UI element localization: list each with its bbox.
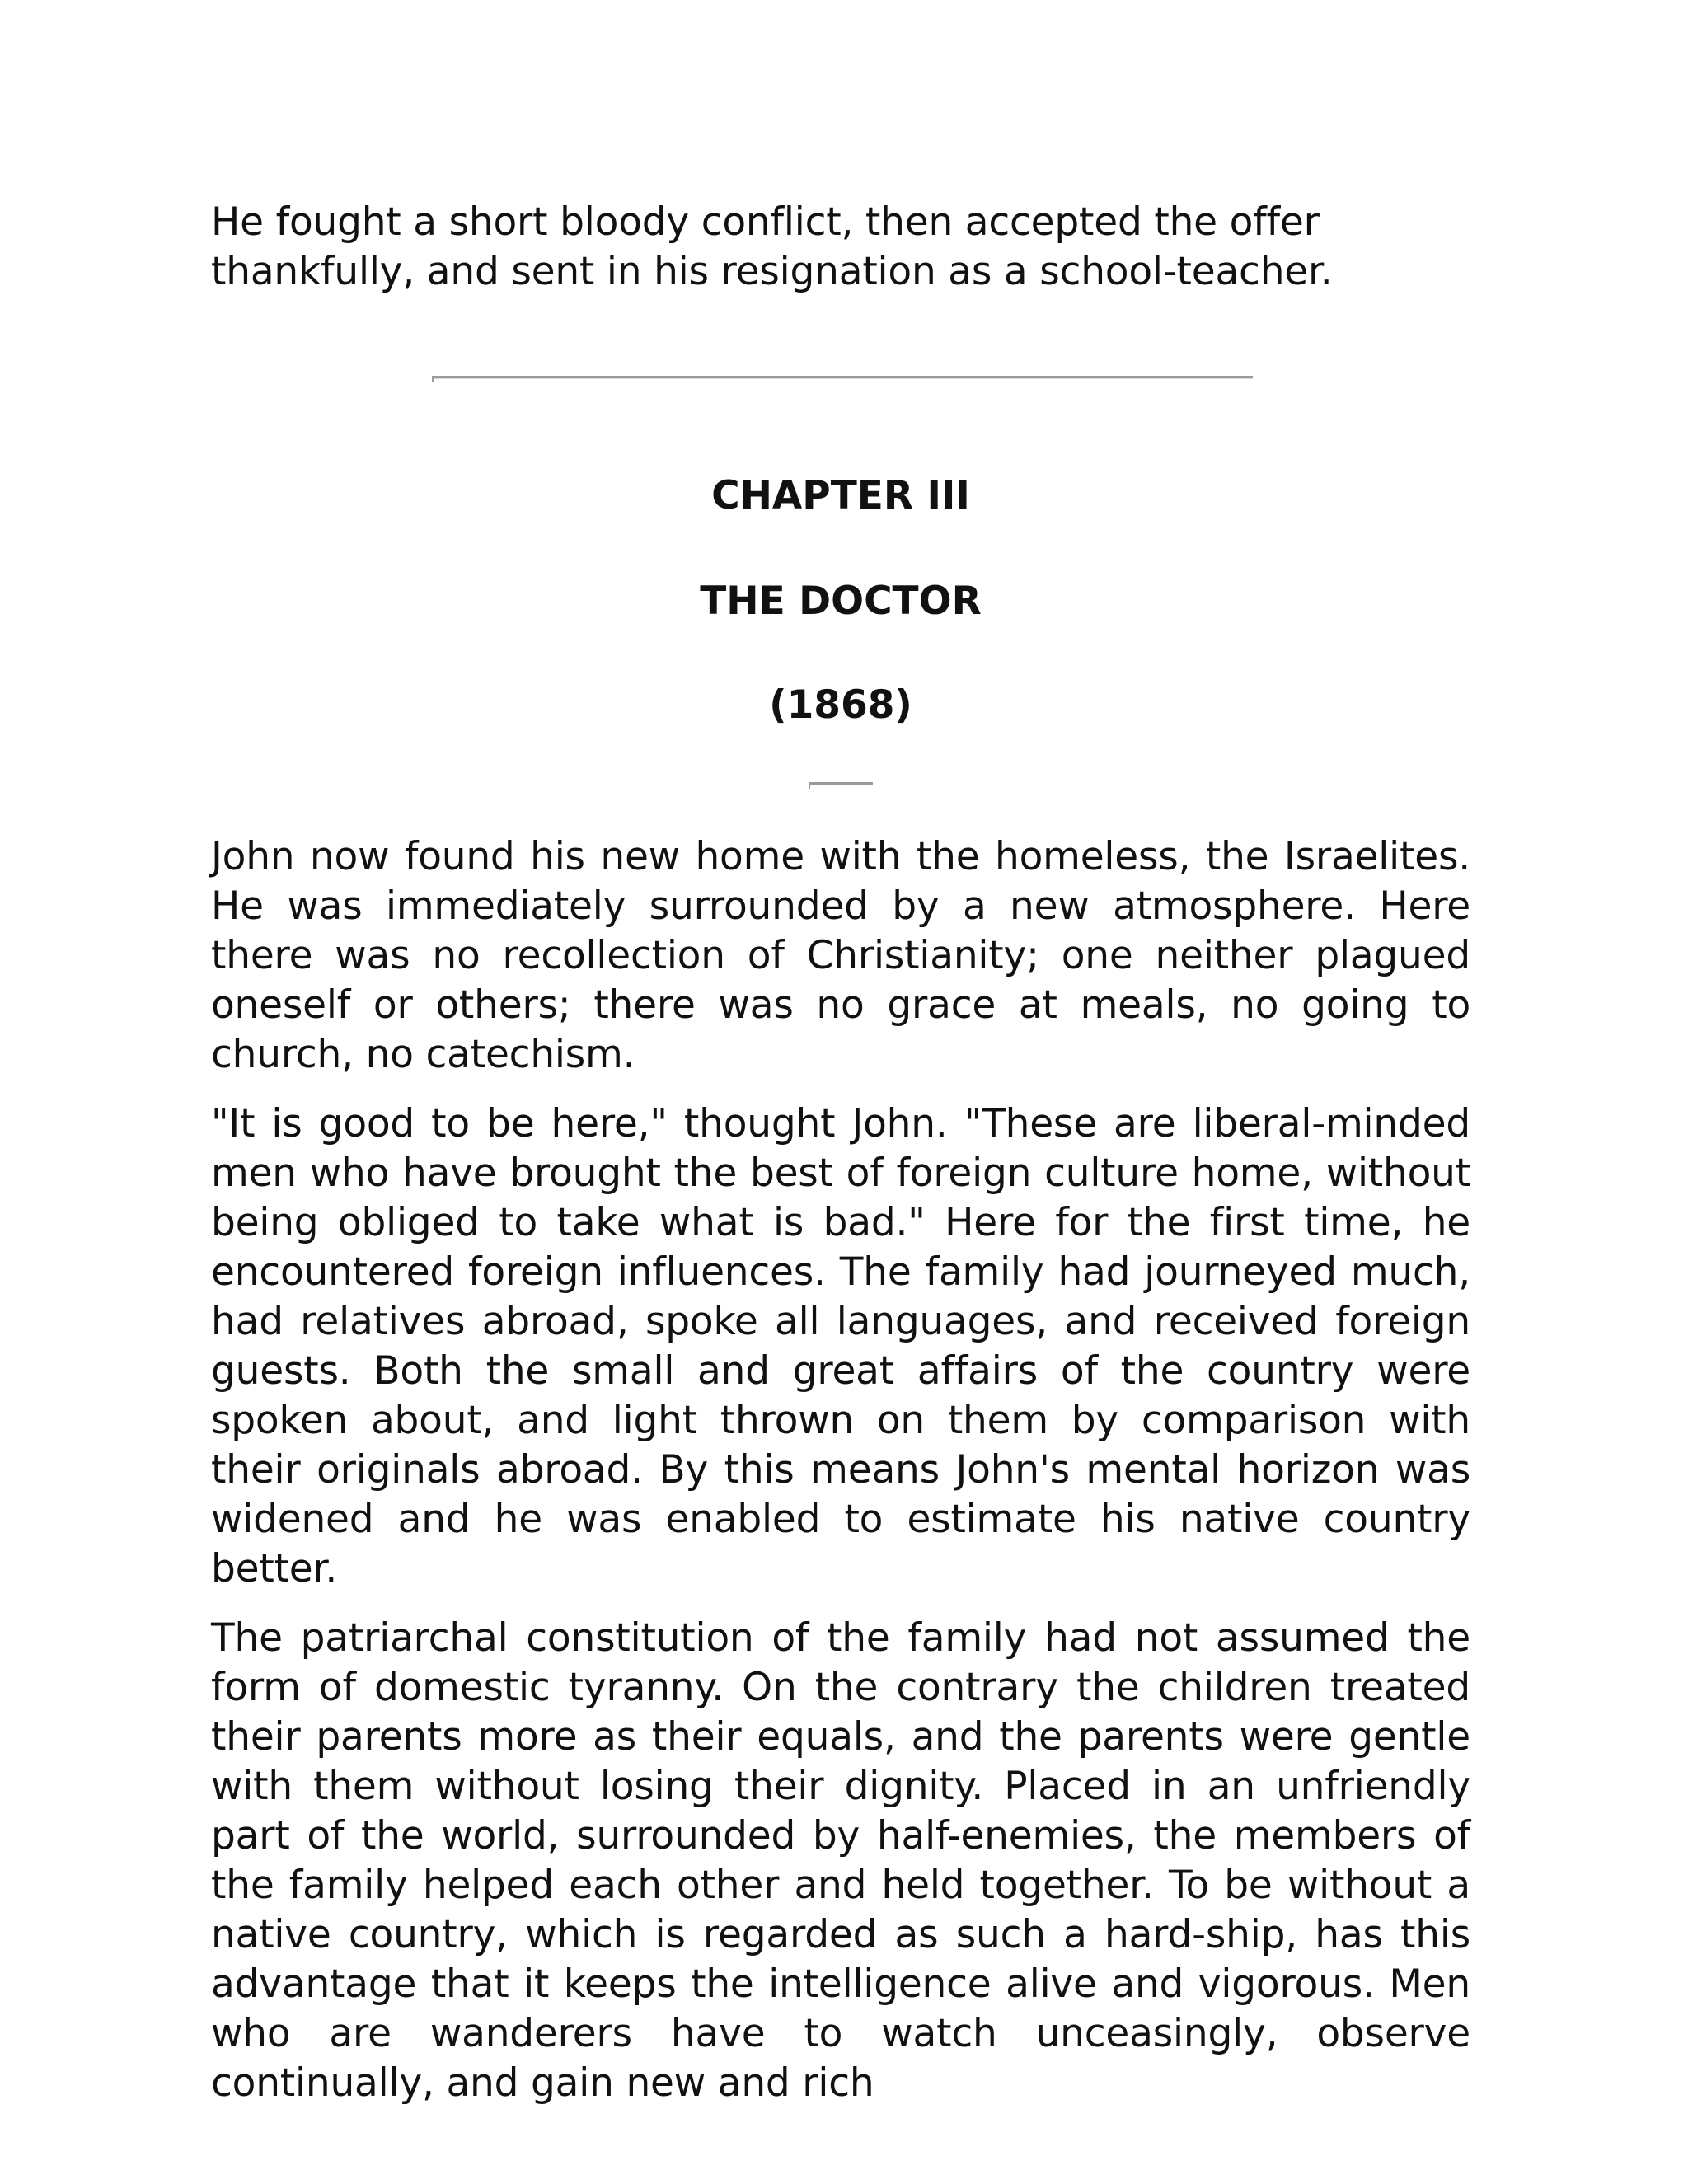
paragraph-1: John now found his new home with the homeless, the Israelites. He was immediately surrounded by a new atmosphere. Here there was no recollection of Christianity; one neither plagued oneself or others; there was no grace at meals, no going to church, no catechism.	[211, 834, 1470, 1077]
heading-divider	[809, 782, 873, 785]
paragraph-2: "It is good to be here," thought John. "These are liberal-minded men who have brought the best of foreign culture home, without being obliged to take what is bad." Here for the first time, he encountered foreign influences. The family had journeyed much, had relatives abroad, spoke all languages, and received foreign guests. Both the small and great affairs of the country were spoken about, and light thrown on them by comparison with their originals abroad. By this means John's mental horizon was widened and he was enabled to estimate his native country better.	[211, 1101, 1470, 1591]
chapter-title: THE DOCTOR	[700, 579, 982, 624]
paragraph-3: The patriarchal constitution of the family had not assumed the form of domestic tyranny. On the contrary the children treated their parents more as their equals, and the parents were gentle with them without losing their dignity. Placed in an unfriendly part of the world, surrounded by half-enemies, the members of the family helped each other and held together. To be without a native country, which is regarded as such a hard-ship, has this advantage that it keeps the intelligence alive and vigorous. Men who are wanderers have to watch unceasingly, observe continually, and gain new and rich	[211, 1615, 1470, 2106]
opening-paragraph: He fought a short bloody conflict, then accepted the offer thankfully, and sent in his resignation as a school-teacher.	[211, 199, 1333, 294]
section-divider	[432, 376, 1253, 379]
chapter-year: (1868)	[769, 682, 912, 728]
chapter-body	[211, 832, 1470, 2128]
chapter-number: CHAPTER III	[711, 473, 970, 518]
